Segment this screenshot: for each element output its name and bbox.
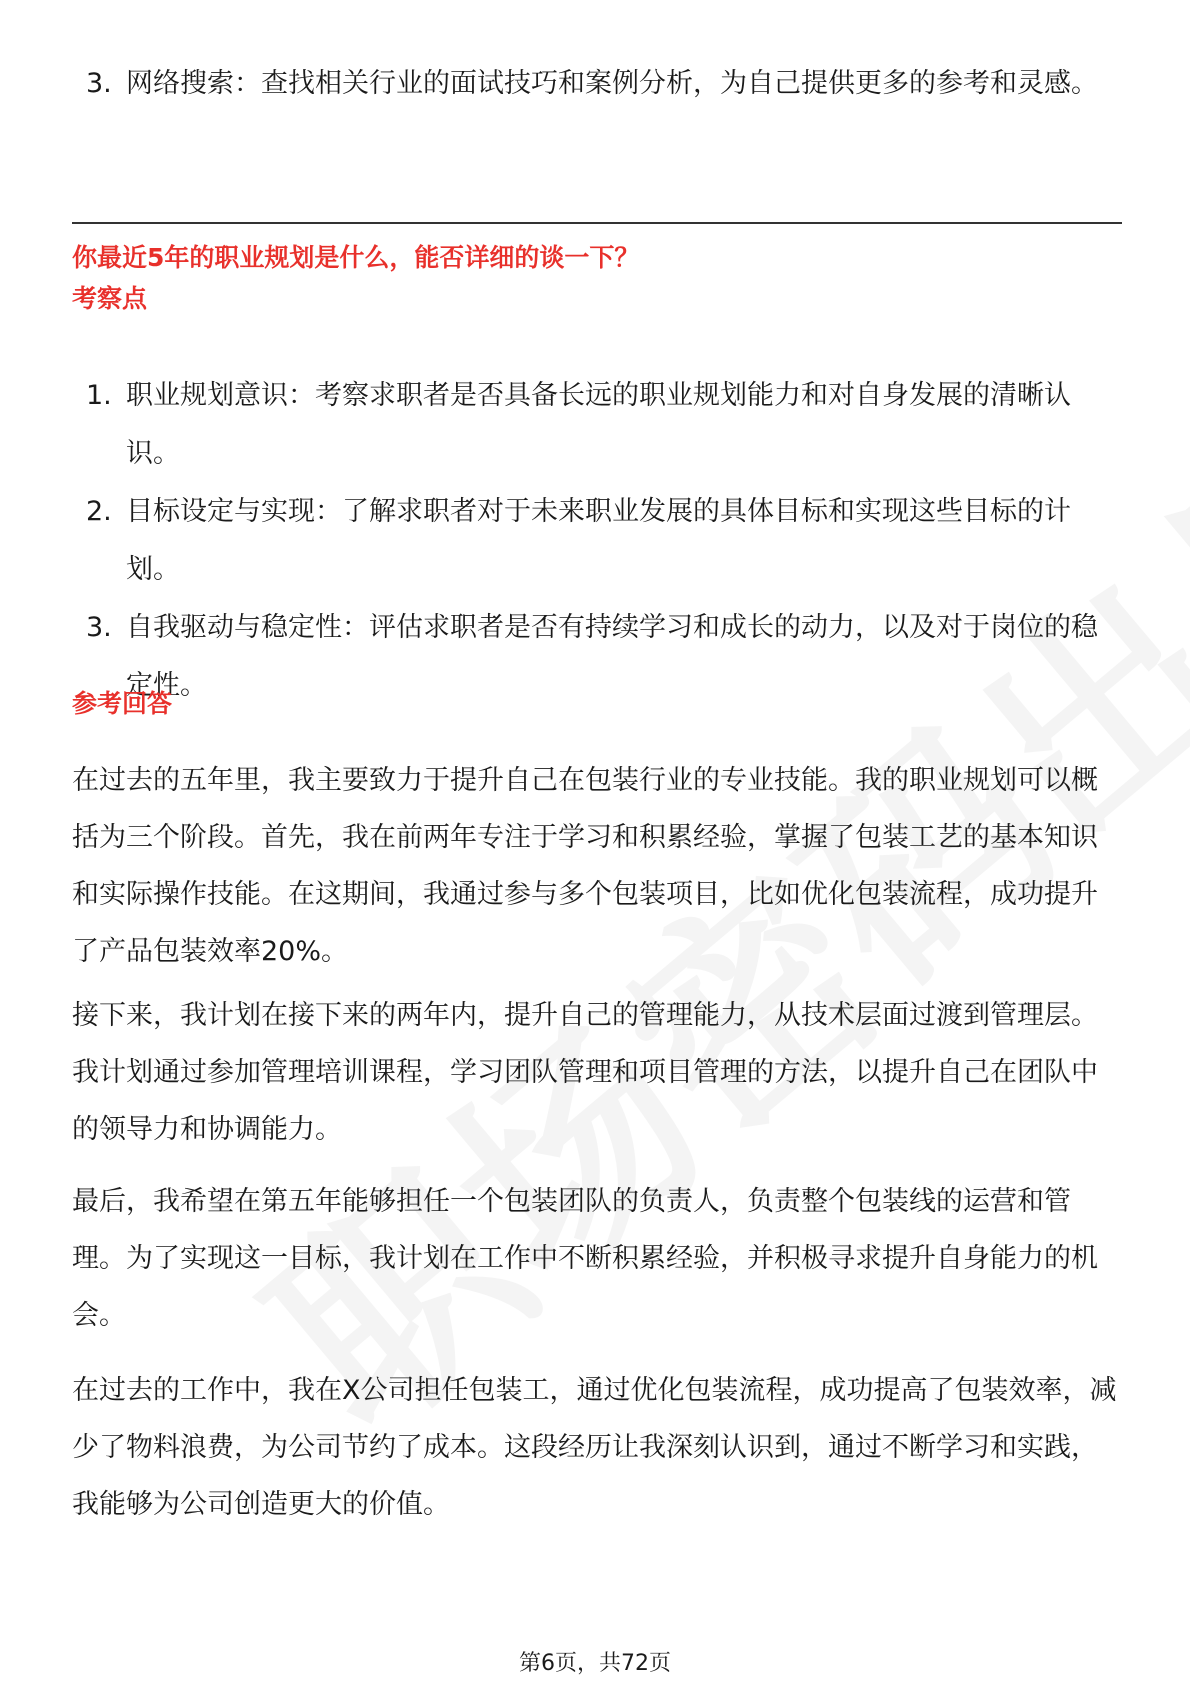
list-item-text: 网络搜索：查找相关行业的面试技巧和案例分析，为自己提供更多的参考和灵感。 (126, 68, 1098, 99)
answer-paragraph (72, 1173, 1122, 1344)
list-item (72, 483, 1122, 599)
list-item-text: 目标设定与实现：了解求职者对于未来职业发展的具体目标和实现这些目标的计划。 (126, 496, 1071, 585)
points-heading: 考察点 (72, 284, 148, 313)
resource-list (72, 55, 1122, 113)
answer-paragraph (72, 987, 1122, 1158)
answer-heading: 参考回答 (72, 689, 173, 718)
list-item-number: 3. (86, 612, 112, 643)
list-item (72, 55, 1122, 113)
list-item-number: 3. (86, 68, 112, 99)
answer-paragraph (72, 1362, 1122, 1533)
list-item (72, 599, 1122, 715)
points-list (72, 367, 1122, 715)
list-item-text: 职业规划意识：考察求职者是否具备长远的职业规划能力和对自身发展的清晰认识。 (126, 380, 1071, 469)
answer-paragraph-text: 在过去的五年里，我主要致力于提升自己在包装行业的专业技能。我的职业规划可以概括为三个阶段。首先，我在前两年专注于学习和积累经验，掌握了包装工艺的基本知识和实际操作技能。在这期间，我通过参与多个包装项目，比如优化包装流程，成功提升了产品包装效率20%。 (72, 765, 1098, 967)
list-item (72, 367, 1122, 483)
question-heading: 你最近5年的职业规划是什么，能否详细的谈一下？ (72, 243, 640, 272)
answer-paragraph (72, 752, 1122, 980)
section-divider (72, 222, 1122, 224)
list-item-text: 自我驱动与稳定性：评估求职者是否有持续学习和成长的动力，以及对于岗位的稳定性。 (126, 612, 1098, 701)
page-number: 第6页，共72页 (519, 1651, 671, 1676)
answer-paragraph-text: 接下来，我计划在接下来的两年内，提升自己的管理能力，从技术层面过渡到管理层。我计划通过参加管理培训课程，学习团队管理和项目管理的方法，以提升自己在团队中的领导力和协调能力。 (72, 1000, 1098, 1145)
answer-paragraph-text: 最后，我希望在第五年能够担任一个包装团队的负责人，负责整个包装线的运营和管理。为了实现这一目标，我计划在工作中不断积累经验，并积极寻求提升自身能力的机会。 (72, 1186, 1098, 1331)
answer-paragraph-text: 在过去的工作中，我在X公司担任包装工，通过优化包装流程，成功提高了包装效率，减少了物料浪费，为公司节约了成本。这段经历让我深刻认识到，通过不断学习和实践，我能够为公司创造更大的价值。 (72, 1375, 1117, 1520)
list-item-number: 2. (86, 496, 112, 527)
list-item-number: 1. (86, 380, 112, 411)
